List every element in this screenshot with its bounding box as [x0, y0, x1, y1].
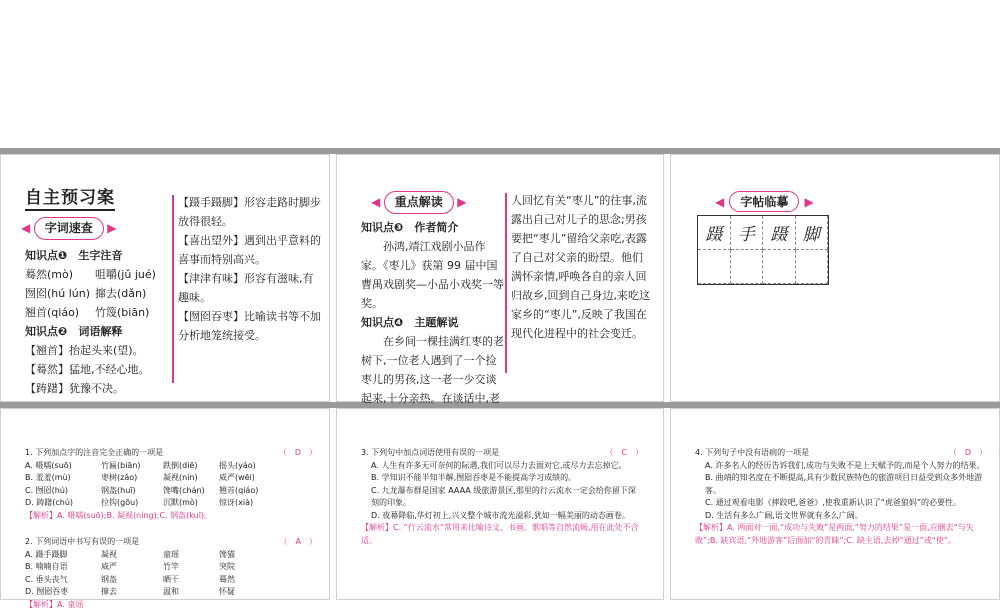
question-2: 2. 下列词语中书写有误的一项是	[25, 537, 139, 546]
slide-panel-2	[336, 154, 664, 402]
option-item: D. 生活有多么广阔,语文世界就有多么广阔。	[695, 510, 987, 523]
definition-item: 【囫囵吞枣】比喻读书等不加分析地笼统接受。	[178, 307, 323, 345]
chevron-right-icon: ▶	[804, 195, 813, 209]
option-cell: 竹竿	[163, 561, 219, 574]
definition-item: 【蓦然】猛地,不经心地。	[25, 360, 175, 379]
option-row	[25, 574, 317, 587]
question-1: 1. 下列加点字的注音完全正确的一项是	[25, 448, 163, 457]
option-cell: 拉钩(gōu)	[101, 497, 163, 510]
pronunciation-item: 竹篾(biān)	[95, 303, 149, 322]
option-item: B. 曲靖的知名度在不断提高,具有少数民族特色的旅游项目日益受到众多外地游客。	[695, 472, 987, 497]
option-row	[25, 460, 317, 473]
column-divider	[172, 195, 174, 383]
option-cell: 翘首(qiáo)	[219, 485, 279, 498]
answer-1: （ D ）	[279, 447, 317, 460]
option-row	[25, 549, 317, 562]
analysis-2: 【解析】A. 童谣	[25, 599, 317, 611]
answer-3: （ C ）	[605, 447, 643, 460]
option-row	[25, 485, 317, 498]
slide-panel-6	[670, 408, 1000, 600]
option-item: D. 夜幕降临,华灯初上,兴义整个城市流光溢彩,犹如一幅美丽的动态画卷。	[361, 510, 643, 523]
definition-item: 【踌躇】犹豫不决。	[25, 379, 175, 398]
option-cell: C. 囫囵(hú)	[25, 485, 101, 498]
option-cell: B. 羞羞(mù)	[25, 472, 101, 485]
chevron-left-icon: ◀	[21, 221, 30, 235]
option-cell: 惊讶(xià)	[219, 497, 279, 510]
pronunciation-row	[25, 284, 175, 303]
option-cell: 突院	[219, 561, 279, 574]
option-cell: 童瑶	[163, 549, 219, 562]
option-cell: 晒干	[163, 574, 219, 587]
grid-cell	[796, 250, 829, 284]
section-badge: 重点解读	[384, 191, 454, 214]
option-cell: 馋猫	[219, 549, 279, 562]
section-badge: 字词速查	[34, 217, 104, 240]
option-cell: B. 喃喃自语	[25, 561, 101, 574]
answer-2: （ A ）	[280, 536, 317, 549]
definition-list-right	[178, 193, 323, 345]
grid-cell	[731, 250, 764, 284]
grid-cell: 脚	[796, 216, 829, 250]
slide-panel-1	[0, 154, 330, 402]
calligraphy-grid	[697, 215, 829, 285]
knowledge-point-3: 知识点❸ 作者简介	[361, 218, 506, 237]
author-text: 孙鸿,靖江戏剧小品作家。《枣儿》获第 99 届中国曹禺戏剧奖—小品小戏奖一等奖。	[361, 237, 506, 313]
grid-cell: 蹑	[763, 216, 796, 250]
option-cell: 馋嘴(chán)	[163, 485, 219, 498]
definition-list-left	[25, 341, 175, 398]
option-row	[25, 497, 317, 510]
definition-item: 【蹑手蹑脚】形容走路时脚步放得很轻。	[178, 193, 323, 231]
definition-item: 【翘首】抬起头来(望)。	[25, 341, 175, 360]
option-cell: 枣树(zǎo)	[101, 472, 163, 485]
option-cell: C. 垂头丧气	[25, 574, 101, 587]
pronunciation-list	[25, 265, 175, 322]
column-divider	[505, 193, 507, 373]
pronunciation-item: 翘首(qiáo)	[25, 303, 95, 322]
chevron-right-icon: ▶	[107, 221, 116, 235]
analysis-4: 【解析】A. 两面对一面,“成功与失败”是两面,“努力的结果”是一面,应删去“与失败”;B. 缺宾语,“外地游客”后面加“的青睐”;C. 缺主语,去掉“通过”或“使”。	[695, 522, 987, 547]
panel-title: 自主预习案	[25, 187, 115, 211]
analysis-3: 【解析】C. “行云流水”常用来比喻诗文、书画、歌唱等自然流畅,用在此处不合适。	[361, 522, 643, 547]
option-cell: 跌倒(diē)	[163, 460, 219, 473]
pronunciation-item: 咀嚼(jǔ jué)	[95, 265, 156, 284]
option-cell: 钢盔	[101, 574, 163, 587]
grid-cell	[763, 250, 796, 284]
definition-item: 【津津有味】形容有滋味,有趣味。	[178, 269, 323, 307]
grid-cell: 蹑	[698, 216, 731, 250]
question-3: 3. 下列句中加点词语使用有误的一项是	[361, 448, 499, 457]
chevron-right-icon: ▶	[457, 195, 466, 209]
option-cell: 竹匾(biān)	[101, 460, 163, 473]
question-4-options	[695, 460, 987, 523]
option-row	[25, 561, 317, 574]
pronunciation-row	[25, 303, 175, 322]
knowledge-point-4: 知识点❹ 主题解说	[361, 313, 506, 332]
option-cell: 威严(wēi)	[219, 472, 279, 485]
option-item: C. 九龙瀑布群是国家 AAAA 级旅游景区,那里的行云流水一定会给你留下深刻的印象。	[361, 485, 643, 510]
option-item: A. 人生有许多无可奈何的际遇,我们可以尽力去面对它,或尽力去忘掉它。	[361, 460, 643, 473]
option-cell: 钢盔(huī)	[101, 485, 163, 498]
knowledge-point-2: 知识点❷ 词语解释	[25, 322, 175, 341]
slide-panel-4	[0, 408, 330, 600]
option-cell: 摇头(yáo)	[219, 460, 279, 473]
question-4: 4. 下列句子中没有语病的一项是	[695, 448, 809, 457]
option-cell: 温和	[163, 586, 219, 599]
chevron-left-icon: ◀	[715, 195, 724, 209]
theme-text-left: 在乡间一棵挂满红枣的老树下,一位老人遇到了一个捡枣儿的男孩,这一老一少交谈起来,十分亲热。在谈话中,老	[361, 332, 506, 408]
option-cell: 蓦然	[219, 574, 279, 587]
definition-item: 【喜出望外】遇到出乎意料的喜事而特别高兴。	[178, 231, 323, 269]
option-cell: 怀疑	[219, 586, 279, 599]
pronunciation-item: 撺去(dǎn)	[95, 284, 146, 303]
option-cell: D. 囫囵吞枣	[25, 586, 101, 599]
question-1-options	[25, 460, 317, 510]
option-item: B. 学知识不能半知半解,囫囵吞枣是不能提高学习成绩的。	[361, 472, 643, 485]
chevron-left-icon: ◀	[371, 195, 380, 209]
option-cell: 凝视	[101, 549, 163, 562]
question-2-options	[25, 549, 317, 599]
slide-panel-3	[670, 154, 1000, 402]
option-cell: A. 嗫嚅(suō)	[25, 460, 101, 473]
pronunciation-item: 囫囵(hú lún)	[25, 284, 95, 303]
option-cell: 凝视(nín)	[163, 472, 219, 485]
option-item: A. 许多名人的经历告诉我们,成功与失败不是上天赋予的,而是个人努力的结果。	[695, 460, 987, 473]
answer-4: （ D ）	[949, 447, 987, 460]
option-cell: D. 踌躇(chú)	[25, 497, 101, 510]
option-cell: A. 蹑手蹑脚	[25, 549, 101, 562]
section-badge: 字帖临摹	[729, 191, 799, 212]
option-item: C. 通过观看电影《摔跤吧,爸爸》,使我重新认识了“虎爸狼妈”的必要性。	[695, 497, 987, 510]
option-cell: 沉默(mò)	[163, 497, 219, 510]
option-row	[25, 472, 317, 485]
slide-panel-5	[336, 408, 664, 600]
question-3-options	[361, 460, 643, 523]
option-cell: 撺去	[101, 586, 163, 599]
pronunciation-row	[25, 265, 175, 284]
option-row	[25, 586, 317, 599]
grid-cell	[698, 250, 731, 284]
knowledge-point-1: 知识点❶ 生字注音	[25, 246, 175, 265]
grid-cell: 手	[731, 216, 764, 250]
option-cell: 威严	[101, 561, 163, 574]
pronunciation-item: 蓦然(mò)	[25, 265, 95, 284]
analysis-1: 【解析】A. 嗫嚅(suō);B. 凝视(níng);C. 钢盔(kuī)。	[25, 510, 317, 523]
theme-text-right: 人回忆有关“枣儿”的往事,流露出自己对儿子的思念;男孩要把“枣儿”留给父亲吃,表露了自己对父亲的盼望。他们满怀亲情,呼唤各自的亲人回归故乡,回到自己身边,来吃这家乡的“枣儿”,反映了我国在现代化进程中的社会变迁。	[511, 191, 653, 343]
